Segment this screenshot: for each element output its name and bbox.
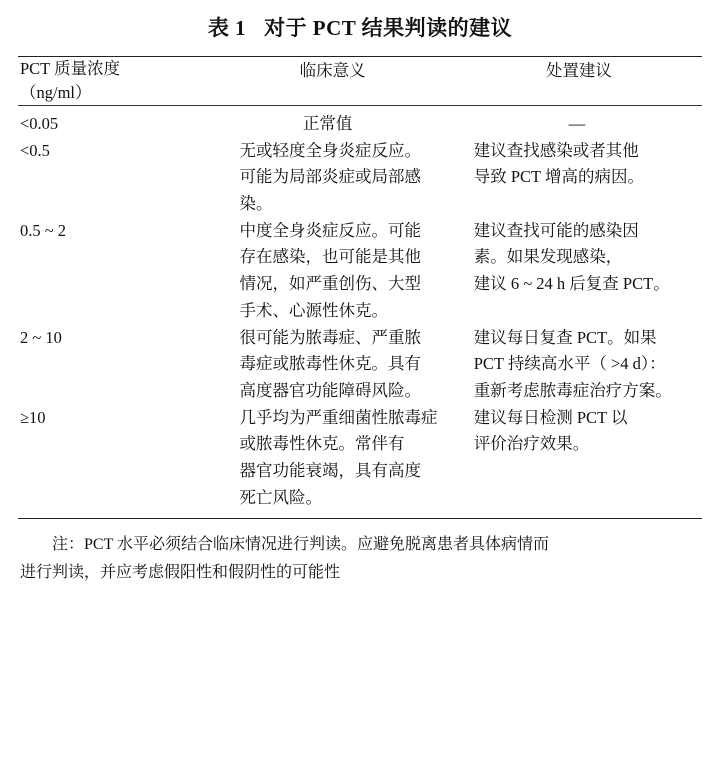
column-header-advice: 处置建议: [545, 61, 612, 80]
column-header-concentration-line2: （ng/ml）: [20, 82, 92, 102]
pct-interpretation-table: [18, 57, 702, 105]
cell-advice: —: [568, 113, 586, 133]
cell-meaning: 很可能为脓毒症、严重脓 毒症或脓毒性休克。具有 高度器官功能障碍风险。: [239, 327, 422, 401]
table-row: [18, 325, 702, 405]
table-header-row: [18, 57, 702, 105]
table-bottom-rule: [18, 518, 702, 519]
column-header-meaning: 临床意义: [299, 61, 366, 80]
column-header-concentration-line1: PCT 质量浓度: [20, 59, 121, 78]
table-note: [18, 531, 702, 587]
cell-advice: 建议每日检测 PCT 以 评价治疗效果。: [473, 407, 628, 454]
cell-meaning: 几乎均为严重细菌性脓毒症 或脓毒性休克。常伴有 器官功能衰竭，具有高度 死亡风险。: [239, 407, 438, 507]
cell-meaning: 无或轻度全身炎症反应。 可能为局部炎症或局部感染。: [239, 140, 422, 213]
cell-meaning: 中度全身炎症反应。可能 存在感染，也可能是其他 情况，如严重创伤、大型 手术、心源性休克。: [239, 220, 422, 320]
cell-concentration: 0.5 ~ 2: [20, 220, 67, 240]
table-note-line1: 注：PCT 水平必须结合临床情况进行判读。应避免脱离患者具体病情而: [52, 535, 550, 553]
table-row: [18, 405, 702, 512]
cell-concentration: <0.05: [20, 113, 59, 133]
cell-concentration: 2 ~ 10: [20, 327, 62, 347]
table-row: [18, 138, 702, 218]
table-note-line2: 进行判读，并应考虑假阳性和假阴性的可能性: [20, 563, 341, 581]
pct-interpretation-body: [18, 106, 702, 512]
table-row: [18, 106, 702, 138]
table-caption: [18, 12, 702, 42]
table-header: [18, 57, 702, 105]
cell-advice: 建议每日复查 PCT。如果 PCT 持续高水平（ >4 d）： 重新考虑脓毒症治疗方案。: [473, 327, 672, 401]
column-header-concentration: [18, 57, 210, 105]
cell-meaning: 正常值: [302, 113, 353, 133]
table-row: [18, 218, 702, 325]
table-body: [18, 106, 702, 512]
cell-advice: 建议查找感染或者其他 导致 PCT 增高的病因。: [473, 140, 644, 187]
table-caption-title: 对于 PCT 结果判读的建议: [264, 16, 513, 40]
cell-concentration: <0.5: [20, 140, 50, 160]
table-caption-label: 表 1: [207, 16, 247, 40]
cell-concentration: ≥10: [20, 407, 46, 427]
cell-advice: 建议查找可能的感染因 素。如果发现感染， 建议 6 ~ 24 h 后复查 PCT。: [473, 220, 670, 294]
